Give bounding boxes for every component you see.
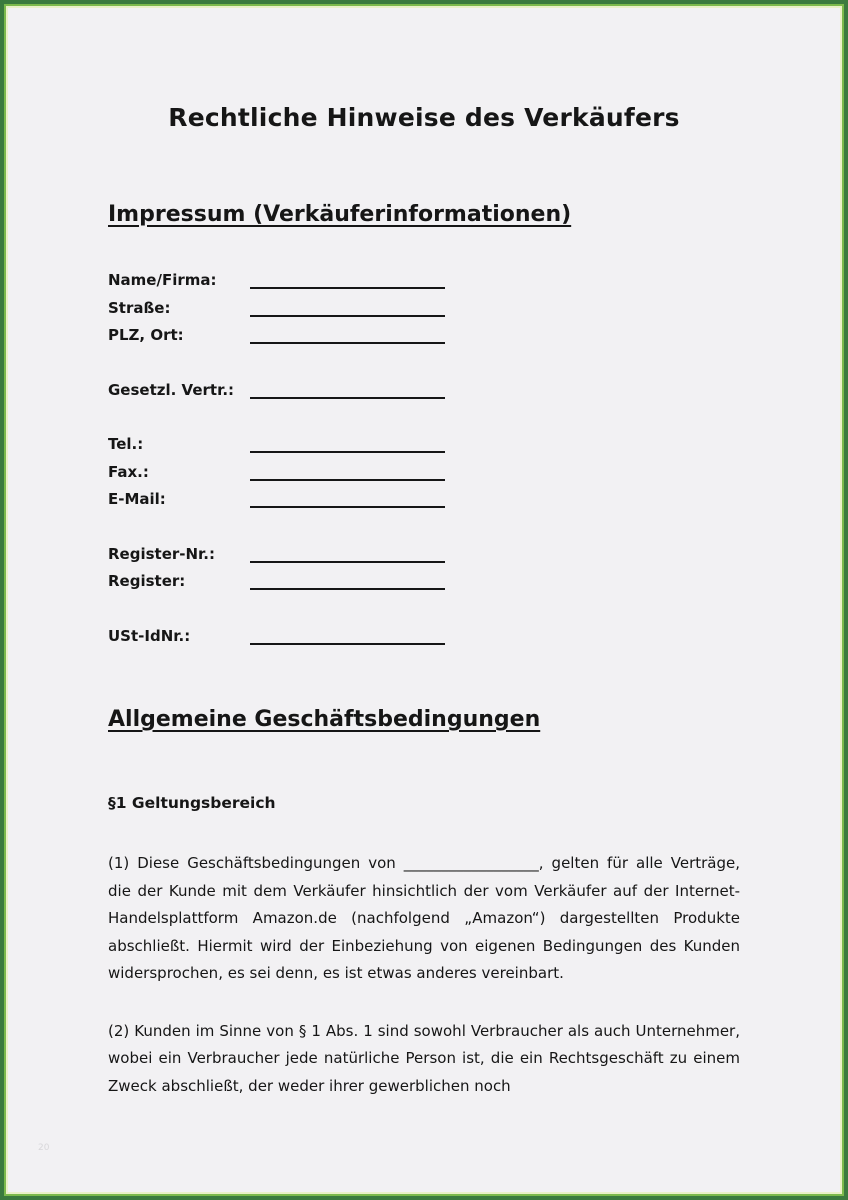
form-group-ust [108, 627, 740, 655]
form-row-email [108, 490, 740, 518]
field-label-register-nr: Register-Nr.: [108, 544, 216, 563]
impressum-form [108, 271, 740, 654]
field-label-name-firma: Name/Firma: [108, 271, 217, 289]
field-blank-register [250, 587, 445, 590]
field-label-tel: Tel.: [108, 435, 144, 453]
field-blank-ust-idnr [250, 642, 445, 645]
impressum-heading: Impressum (Verkäuferinformationen) [108, 202, 572, 227]
form-row-gesetzl-vertr [108, 381, 740, 409]
form-group-kontakt [108, 435, 740, 518]
field-blank-tel [250, 450, 445, 453]
document-page [8, 8, 840, 1192]
field-label-ust-idnr: USt-IdNr.: [108, 626, 191, 645]
field-blank-plz-ort [250, 341, 445, 344]
document-title: Rechtliche Hinweise des Verkäufers [168, 103, 680, 132]
field-blank-fax [250, 478, 445, 481]
form-row-strasse [108, 299, 740, 327]
form-group-address [108, 271, 740, 354]
form-row-register-nr [108, 545, 740, 573]
clause1-heading: §1 Geltungsbereich [108, 794, 276, 812]
page-border-mid [4, 4, 844, 1196]
field-blank-gesetzl-vertr [250, 396, 445, 399]
field-label-register: Register: [108, 572, 186, 590]
form-group-vertreter [108, 381, 740, 409]
form-row-plz-ort [108, 326, 740, 354]
field-label-gesetzl-vertr: Gesetzl. Vertr.: [108, 380, 235, 399]
form-row-register [108, 572, 740, 600]
form-row-ust-idnr [108, 627, 740, 655]
clause1-paragraph-2: (2) Kunden im Sinne von § 1 Abs. 1 sind sowohl Verbraucher als auch Unternehmer, wobei ein Verbraucher jede natürliche Person ist, die ein Rechtsgeschäft zu einem Zweck abschließt, der weder ihrer gewerblichen noch [108, 1021, 740, 1095]
field-blank-register-nr [250, 560, 445, 563]
clause1-paragraph-1: (1) Diese Geschäftsbedingungen von __________________, gelten für alle Verträge, die der Kunde mit dem Verkäufer hinsichtlich der vom Verkäufer auf der Internet-Handelsplattform Amazon.de (nachfolgend „Amazon“) dargestellten Produkte abschließt. Hiermit wird der Einbeziehung von eigenen Bedingungen des Kunden widersprochen, es sei denn, es ist etwas anderes vereinbart. [108, 854, 740, 982]
field-label-email: E-Mail: [108, 490, 166, 508]
field-blank-name-firma [250, 286, 445, 289]
form-row-tel [108, 435, 740, 463]
field-label-plz-ort: PLZ, Ort: [108, 326, 184, 344]
page-border-inner [6, 6, 842, 1194]
field-blank-email [250, 505, 445, 508]
form-row-fax [108, 463, 740, 491]
field-label-fax: Fax.: [108, 462, 149, 481]
field-blank-strasse [250, 314, 445, 317]
form-group-register [108, 545, 740, 600]
field-label-strasse: Straße: [108, 298, 171, 317]
agb-heading: Allgemeine Geschäftsbedingungen [108, 707, 541, 732]
watermark-text: 20 [38, 1143, 50, 1153]
form-row-name-firma [108, 271, 740, 299]
